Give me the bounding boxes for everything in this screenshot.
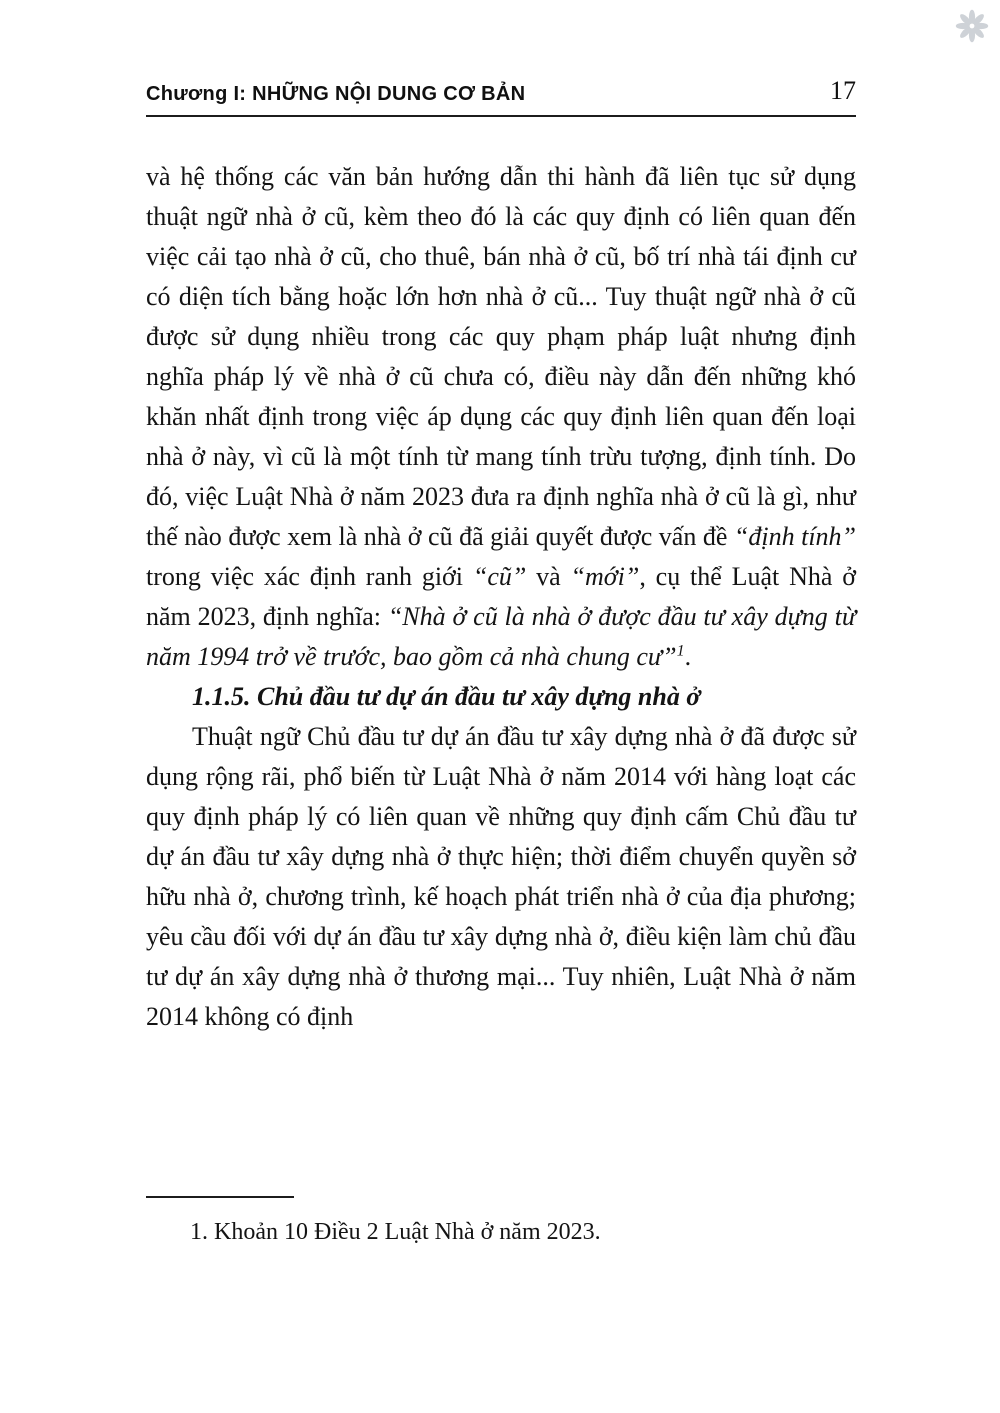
paragraph-2: Thuật ngữ Chủ đầu tư dự án đầu tư xây dựng nhà ở đã được sử dụng rộng rãi, phổ biến từ Luật Nhà ở năm 2014 với hàng loạt các quy định pháp lý có liên quan về những quy định cấm Chủ đầu tư dự án đầu tư xây dựng nhà ở thực hiện; thời điểm chuyển quyền sở hữu nhà ở, chương trình, kế hoạch phát triển nhà ở của địa phương; yêu cầu đối với dự án đầu tư xây dựng nhà ở, điều kiện làm chủ đầu tư dự án xây dựng nhà ở thương mại... Tuy nhiên, Luật Nhà ở năm 2014 không có định xyxy=(146,722,856,1031)
quoted-definition-italic: “Nhà ở cũ là nhà ở được đầu tư xây dựng từ năm 1994 trở về trước, bao gồm cả nhà chung cư” xyxy=(146,602,857,671)
footnote-separator xyxy=(146,1196,294,1198)
publisher-flower-icon xyxy=(954,8,990,44)
footnote-1: 1. Khoản 10 Điều 2 Luật Nhà ở năm 2023. xyxy=(190,1219,601,1245)
footnote-reference-1: 1 xyxy=(676,642,685,660)
text-run: và hệ thống các văn bản hướng dẫn thi hành đã liên tục sử dụng thuật ngữ nhà ở cũ, kèm theo đó là các quy định có liên quan đến việc cải tạo nhà ở cũ, cho thuê, bán nhà ở cũ, bố trí nhà tái định cư có diện tích bằng hoặc lớn hơn nhà ở cũ... Tuy thuật ngữ nhà ở cũ được sử dụng nhiều trong các quy phạm pháp luật nhưng định nghĩa pháp lý về nhà ở cũ chưa có, điều này dẫn đến những khó khăn nhất định trong việc áp dụng các quy định liên quan đến loại nhà ở này, vì cũ là một tính từ mang tính trừu tượng, định tính. Do đó, việc Luật Nhà ở năm 2023 đưa ra định nghĩa nhà ở cũ là gì, như thế nào được xem là nhà ở cũ đã giải quyết được vấn đề xyxy=(146,162,856,551)
page-number: 17 xyxy=(830,76,856,105)
page-header xyxy=(146,0,856,117)
text-run: , cụ thể Luật Nhà ở năm 2023, định nghĩa: xyxy=(146,562,857,631)
paragraph-1 xyxy=(146,157,856,677)
running-head-chapter-title: Chương I: NHỮNG NỘI DUNG CƠ BẢN xyxy=(146,83,526,105)
text-run-italic: “mới” xyxy=(570,562,640,591)
text-run-italic: “định tính” xyxy=(733,522,857,551)
text-run-italic: “cũ” xyxy=(472,562,527,591)
page-body xyxy=(146,157,856,1037)
footnote-block xyxy=(146,1196,856,1248)
text-run: và xyxy=(526,562,571,591)
text-run: trong việc xác định ranh giới xyxy=(146,562,473,591)
text-run: . xyxy=(684,642,692,671)
section-heading-1-1-5: 1.1.5. Chủ đầu tư dự án đầu tư xây dựng nhà ở xyxy=(192,682,701,711)
